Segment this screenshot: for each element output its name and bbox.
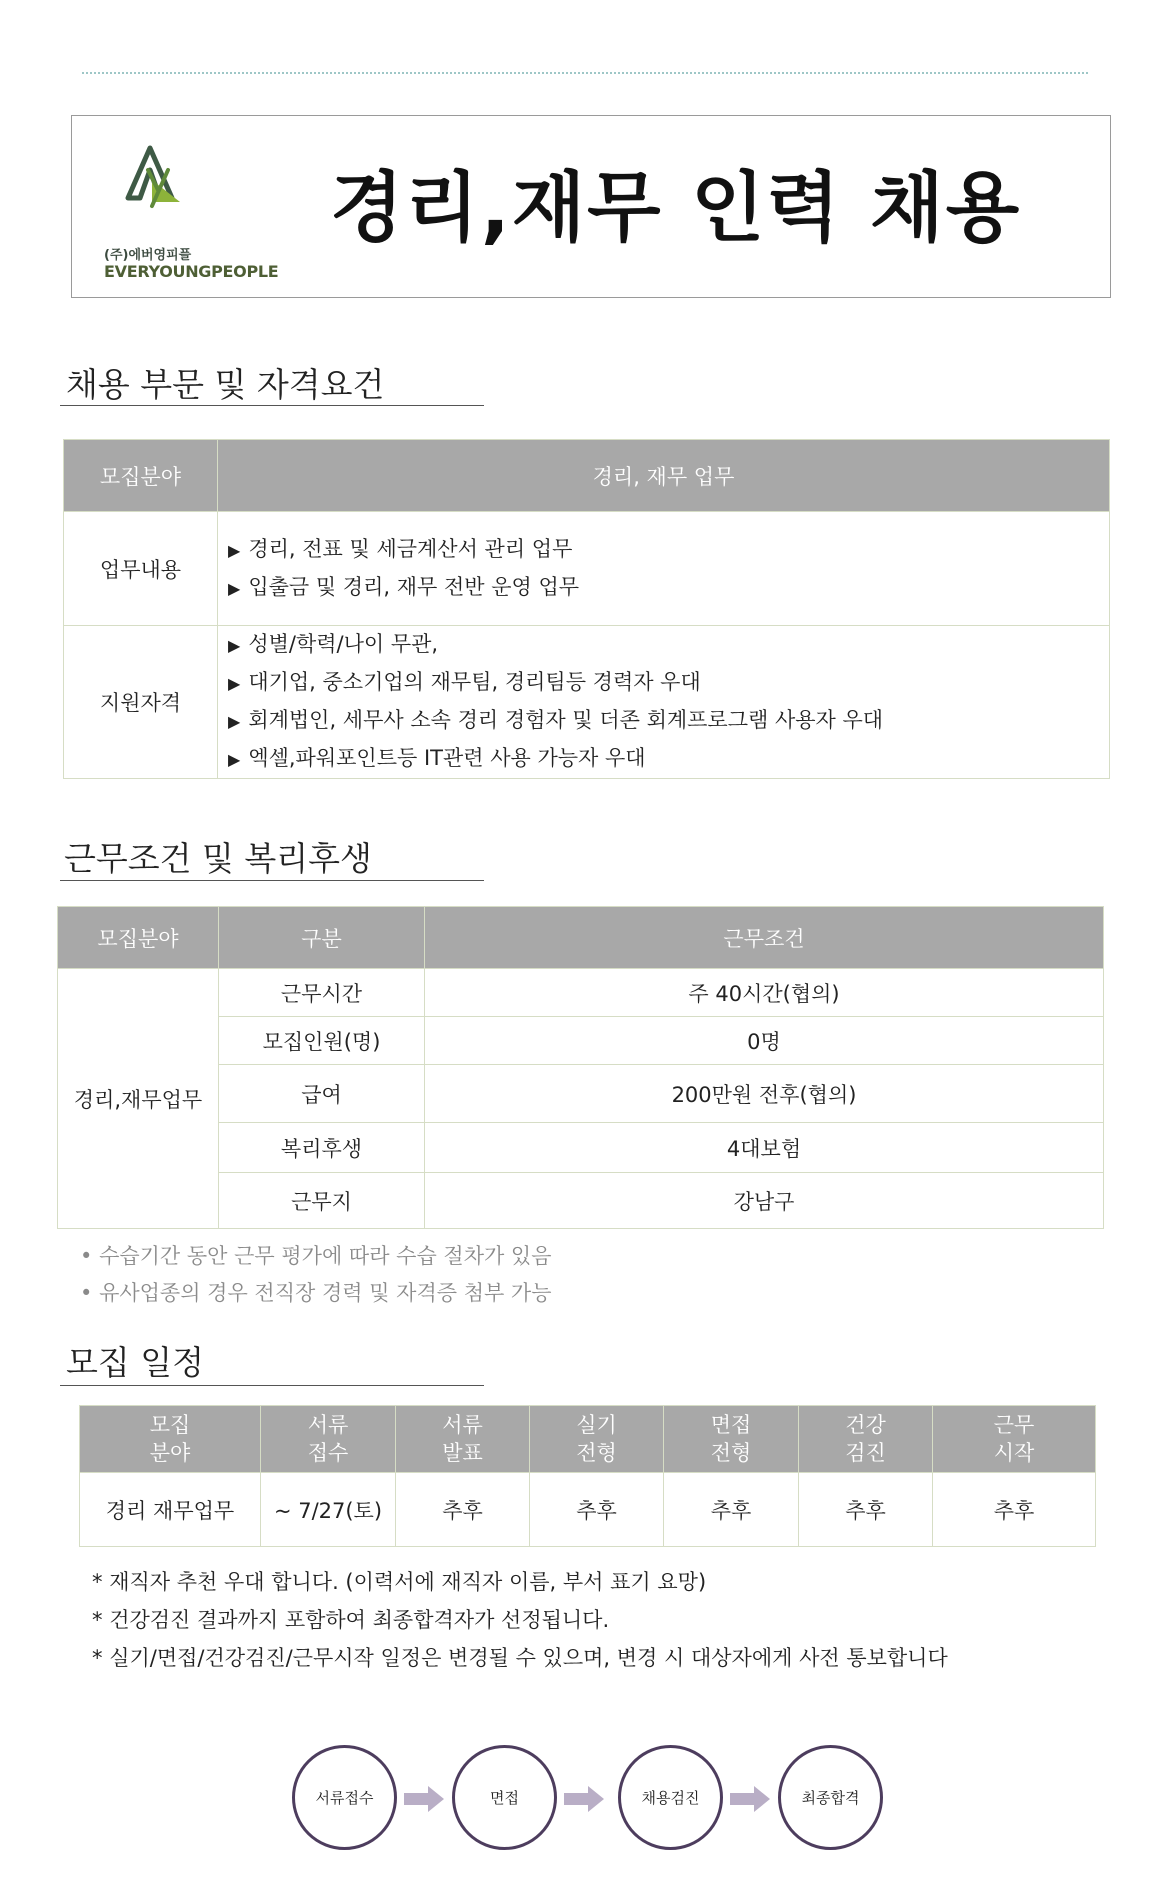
- note-certificate: • 유사업종의 경우 전직장 경력 및 자격증 첨부 가능: [80, 1281, 552, 1305]
- section-underline: [60, 405, 484, 406]
- process-step-document: 서류접수: [292, 1745, 397, 1850]
- condition-label: 모집인원(명): [219, 1017, 425, 1065]
- schedule-cell: 추후: [396, 1473, 530, 1547]
- schedule-header: 건강 검진: [799, 1406, 933, 1473]
- triangle-bullet-icon: ▶: [228, 750, 241, 769]
- row-label-qualification: 지원자격: [64, 626, 218, 779]
- schedule-header: 서류 접수: [261, 1406, 396, 1473]
- section-underline: [60, 1385, 484, 1386]
- note-referral: * 재직자 추천 우대 합니다. (이력서에 재직자 이름, 부서 표기 요망): [92, 1570, 707, 1594]
- triangle-bullet-icon: ▶: [228, 674, 241, 693]
- condition-label: 근무지: [219, 1173, 425, 1229]
- condition-label: 근무시간: [219, 969, 425, 1017]
- section-title-schedule: 모집 일정: [66, 1343, 205, 1382]
- triangle-bullet-icon: ▶: [228, 578, 241, 598]
- schedule-header: 근무 시작: [933, 1406, 1096, 1473]
- schedule-cell: 추후: [799, 1473, 933, 1547]
- schedule-cell: ~ 7/27(토): [261, 1473, 396, 1547]
- schedule-header: 서류 발표: [396, 1406, 530, 1473]
- process-step-medical: 채용검진: [618, 1745, 723, 1850]
- process-step-interview: 면접: [452, 1745, 557, 1850]
- note-schedule-change: * 실기/면접/건강검진/근무시작 일정은 변경될 수 있으며, 변경 시 대상자에게 사전 통보합니다: [92, 1646, 948, 1670]
- row-label-duties: 업무내용: [64, 512, 218, 626]
- note-probation: • 수습기간 동안 근무 평가에 따라 수습 절차가 있음: [80, 1244, 552, 1268]
- table-header-condition: 근무조건: [425, 907, 1104, 969]
- list-item: ▶ 회계법인, 세무사 소속 경리 경험자 및 더존 회계프로그램 사용자 우대: [228, 708, 884, 732]
- conditions-table: [57, 906, 1104, 1229]
- page-title: 경리,재무 인력 채용: [330, 163, 1022, 252]
- schedule-header: 모집 분야: [80, 1406, 261, 1473]
- note-health-check: * 건강검진 결과까지 포함하여 최종합격자가 선정됩니다.: [92, 1608, 610, 1632]
- triangle-bullet-icon: ▶: [228, 540, 241, 560]
- company-logo: [100, 140, 280, 280]
- qualification-list: [218, 626, 1110, 779]
- schedule-cell: 추후: [933, 1473, 1096, 1547]
- logo-korean-name: (주)에버영피플: [104, 248, 192, 263]
- list-item: ▶ 경리, 전표 및 세금계산서 관리 업무: [228, 536, 573, 561]
- schedule-cell: 추후: [664, 1473, 799, 1547]
- condition-value: 0명: [425, 1017, 1104, 1065]
- condition-value: 4대보험: [425, 1123, 1104, 1173]
- job-field-cell: 경리,재무업무: [58, 969, 219, 1229]
- schedule-cell: 경리 재무업무: [80, 1473, 261, 1547]
- list-item: ▶ 엑셀,파워포인트등 IT관련 사용 가능자 우대: [228, 746, 646, 770]
- triangle-bullet-icon: ▶: [228, 712, 241, 731]
- table-header-field: 모집분야: [64, 440, 218, 512]
- list-item: ▶ 입출금 및 경리, 재무 전반 운영 업무: [228, 574, 580, 599]
- arrow-right-icon: [404, 1786, 444, 1812]
- schedule-header: 면접 전형: [664, 1406, 799, 1473]
- condition-label: 급여: [219, 1065, 425, 1123]
- section-title-conditions: 근무조건 및 복리후생: [64, 839, 372, 878]
- logo-mark-icon: [100, 140, 220, 240]
- schedule-header: 실기 전형: [530, 1406, 664, 1473]
- triangle-bullet-icon: ▶: [228, 636, 241, 655]
- process-step-final: 최종합격: [778, 1745, 883, 1850]
- logo-english-name: EVERYOUNGPEOPLE: [104, 262, 279, 281]
- arrow-right-icon: [564, 1786, 604, 1812]
- condition-label: 복리후생: [219, 1123, 425, 1173]
- qualifications-table: [63, 439, 1110, 779]
- condition-value: 강남구: [425, 1173, 1104, 1229]
- duties-list: [218, 512, 1110, 626]
- section-underline: [60, 880, 484, 881]
- table-header-job: 경리, 재무 업무: [218, 440, 1110, 512]
- schedule-table: [79, 1405, 1096, 1547]
- arrow-right-icon: [730, 1786, 770, 1812]
- top-dotted-divider: [82, 72, 1088, 74]
- condition-value: 주 40시간(협의): [425, 969, 1104, 1017]
- table-header-field: 모집분야: [58, 907, 219, 969]
- list-item: ▶ 성별/학력/나이 무관,: [228, 632, 439, 656]
- condition-value: 200만원 전후(협의): [425, 1065, 1104, 1123]
- section-title-qualifications: 채용 부문 및 자격요건: [66, 365, 385, 404]
- schedule-cell: 추후: [530, 1473, 664, 1547]
- list-item: ▶ 대기업, 중소기업의 재무팀, 경리팀등 경력자 우대: [228, 670, 701, 694]
- table-header-category: 구분: [219, 907, 425, 969]
